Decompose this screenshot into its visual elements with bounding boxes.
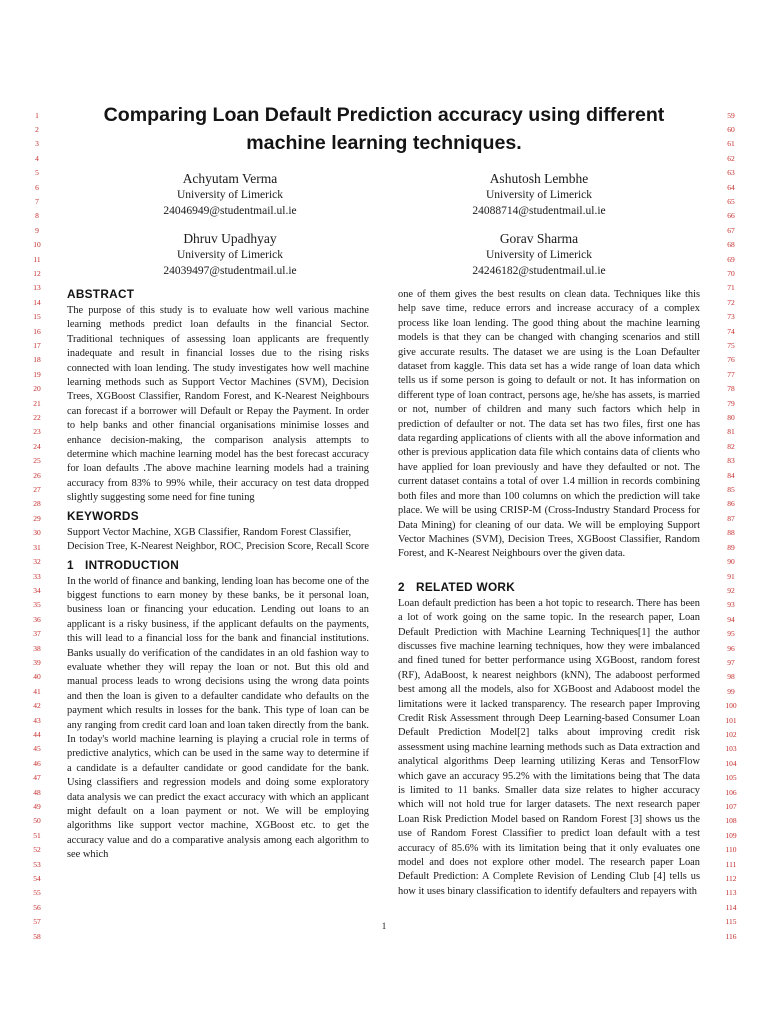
line-number: 54 <box>33 874 41 884</box>
line-number: 47 <box>33 773 41 783</box>
related-work-heading: 2 RELATED WORK <box>398 577 700 597</box>
line-number: 77 <box>727 369 735 379</box>
line-number: 4 <box>35 153 39 163</box>
abstract-text: The purpose of this study is to evaluate how well various machine learning methods predict loan defaults in the financial Sector. Traditional techniques of assessing loan applicants are frequently inadequate and result in financial losses due to the rising risks connected with loan lending. The study investigates how well machine learning methods such as Support Vector Machines (SVM), Decision Trees, XGBoost Classifier, Random Forest, and K-Nearest Neighbours can forecast if a borrower will Default or Repay the Payment. In order to help banks and other financial organisations minimise losses and enhance decision-making, the comparison analysis attempts to determine which machine learning model has the best forecast accuracy for loan defaults .The above machine learning models had a training accuracy from 83% to 99% while, their accuracy on test data dropped slightly suggesting some need for fine tuning <box>67 305 369 504</box>
line-number: 78 <box>727 384 735 394</box>
line-number: 53 <box>33 859 41 869</box>
line-number: 28 <box>33 499 41 509</box>
line-number: 50 <box>33 816 41 826</box>
line-number: 112 <box>725 874 737 884</box>
line-number: 34 <box>33 585 41 595</box>
line-number: 31 <box>33 542 41 552</box>
author-email: 24246182@studentmail.ul.ie <box>472 264 606 277</box>
line-number: 116 <box>725 931 737 941</box>
left-column <box>67 284 369 863</box>
line-number: 87 <box>727 513 735 523</box>
line-number: 8 <box>35 211 39 221</box>
line-number: 108 <box>725 816 737 826</box>
line-number: 113 <box>725 888 737 898</box>
line-number: 9 <box>35 225 39 235</box>
line-number: 86 <box>727 499 735 509</box>
keywords-text: Support Vector Machine, XGB Classifier, Random Forest Classifier, Decision Tree, K-Nearest Neighbor, ROC, Precision Score, Recall Score <box>67 526 369 553</box>
line-number: 115 <box>725 917 737 927</box>
line-number: 106 <box>725 787 737 797</box>
line-number: 98 <box>727 672 735 682</box>
line-number: 56 <box>33 902 41 912</box>
section-number: 1 <box>67 557 74 572</box>
line-number: 36 <box>33 614 41 624</box>
line-number: 81 <box>727 427 735 437</box>
author-block <box>409 230 669 279</box>
line-number: 2 <box>35 124 39 134</box>
author-name: Gorav Sharma <box>499 231 579 246</box>
line-number: 23 <box>33 427 41 437</box>
author-email: 24039497@studentmail.ul.ie <box>163 264 297 277</box>
line-number: 75 <box>727 341 735 350</box>
author-email: 24088714@studentmail.ul.ie <box>472 204 606 217</box>
line-number: 94 <box>727 614 735 624</box>
line-number: 44 <box>33 729 41 739</box>
line-number: 89 <box>727 542 735 552</box>
paper-title: Comparing Loan Default Prediction accuracy using different machine learning techniques. <box>103 104 665 154</box>
line-number: 110 <box>725 845 737 855</box>
line-number: 114 <box>725 902 737 912</box>
line-number: 76 <box>727 355 735 365</box>
author-affiliation: University of Limerick <box>485 189 593 201</box>
line-number: 96 <box>727 643 735 653</box>
line-number: 40 <box>33 672 41 682</box>
line-number: 84 <box>727 470 735 480</box>
line-number: 21 <box>33 398 41 408</box>
line-number: 64 <box>727 182 735 192</box>
author-name: Ashutosh Lembhe <box>489 171 589 186</box>
line-number: 79 <box>727 398 735 408</box>
line-number: 35 <box>33 600 41 610</box>
line-number: 7 <box>35 196 39 206</box>
line-number: 6 <box>35 182 39 192</box>
right-column <box>398 288 700 899</box>
line-number: 63 <box>727 168 735 178</box>
line-numbers-right <box>718 109 744 945</box>
line-number: 67 <box>727 225 735 235</box>
line-number: 17 <box>33 341 41 350</box>
line-number: 27 <box>33 485 41 495</box>
line-number: 55 <box>33 888 41 898</box>
line-number: 45 <box>33 744 41 754</box>
line-number: 92 <box>727 585 735 595</box>
line-number: 11 <box>33 254 41 264</box>
line-number: 70 <box>727 268 735 278</box>
line-number: 88 <box>727 528 735 538</box>
line-number: 61 <box>727 139 735 149</box>
line-number: 52 <box>33 845 41 855</box>
line-number: 22 <box>33 413 41 423</box>
line-number: 29 <box>33 513 41 523</box>
line-number: 73 <box>727 312 735 322</box>
line-number: 32 <box>33 557 41 567</box>
line-number: 82 <box>727 441 735 451</box>
line-number: 18 <box>33 355 41 365</box>
line-number: 102 <box>725 729 737 739</box>
line-number: 91 <box>727 571 735 581</box>
line-number: 71 <box>727 283 735 293</box>
line-number: 33 <box>33 571 41 581</box>
line-number: 95 <box>727 629 735 639</box>
author-block <box>409 170 669 219</box>
line-number: 109 <box>725 830 737 840</box>
line-number: 80 <box>727 413 735 423</box>
line-number: 15 <box>33 312 41 322</box>
line-number: 13 <box>33 283 41 293</box>
line-number: 97 <box>727 657 735 667</box>
line-number: 25 <box>33 456 41 466</box>
line-number: 26 <box>33 470 41 480</box>
line-number: 60 <box>727 124 735 134</box>
author-name: Achyutam Verma <box>182 171 278 186</box>
line-number: 14 <box>33 297 41 307</box>
line-number: 72 <box>727 297 735 307</box>
line-number: 46 <box>33 758 41 768</box>
line-number: 20 <box>33 384 41 394</box>
line-number: 48 <box>33 787 41 797</box>
line-number: 24 <box>33 441 41 451</box>
author-block <box>100 230 360 279</box>
author-affiliation: University of Limerick <box>176 249 284 261</box>
line-number: 65 <box>727 196 735 206</box>
line-number: 83 <box>727 456 735 466</box>
line-number: 41 <box>33 686 41 696</box>
line-number: 62 <box>727 153 735 163</box>
line-number: 111 <box>725 859 737 869</box>
line-number: 104 <box>725 758 737 768</box>
line-number: 105 <box>725 773 737 783</box>
author-affiliation: University of Limerick <box>485 249 593 261</box>
introduction-heading: 1 INTRODUCTION <box>67 555 369 575</box>
line-number: 19 <box>33 369 41 379</box>
line-number: 93 <box>727 600 735 610</box>
line-number: 43 <box>33 715 41 725</box>
page-number: 1 <box>381 921 387 931</box>
line-number: 68 <box>727 240 735 250</box>
line-number: 85 <box>727 485 735 495</box>
line-number: 37 <box>33 629 41 639</box>
line-number: 3 <box>35 139 39 149</box>
author-block <box>100 170 360 219</box>
line-number: 16 <box>33 326 41 336</box>
keywords-heading: KEYWORDS <box>67 508 139 523</box>
line-number: 5 <box>35 168 39 178</box>
line-number: 66 <box>727 211 735 221</box>
line-number: 38 <box>33 643 41 653</box>
line-numbers-left <box>24 109 50 945</box>
line-number: 90 <box>727 557 735 567</box>
author-affiliation: University of Limerick <box>176 189 284 201</box>
related-work-text: Loan default prediction has been a hot topic to research. There has been a lot of work going on the same topic. In the research paper, Loan Default Prediction with Machine Learning Techniques[1] the author discusses five machine learning techniques, how they were imbalanced and fined tuned for better performance using XGBoost, random forest (RF), AdaBoost, k nearest neighbors (kNN), The adaboost performed best among all the models, also for XGBoost and Adaboost model the limitations were it lacked transparency. The research paper Improving Credit Risk Assessment through Deep Learning-based Consumer Loan Default Prediction Model[2] talks about improving credit risk assessment using machine learning methods such as Data extraction and analytical algorithms Deep learning utilizing Keras and TensorFlow which gave an accuracy 95.2% with the limitations being that The data is limited to 11 banks. Smaller data size relates to higher accuracy which will not hold true for larger datasets. The next research paper Loan Risk Prediction Model based on Random Forest [3] shows us the use of Random Forest Classifier to predict loan default with a test accuracy of 85.6% with its limitation being that it only evaluates one model and does not explore other model. The research paper Loan Default Prediction: A Complete Revision of Lending Club [4] tells us how it uses binary classification to identify defaulters and repayers with <box>398 597 700 897</box>
line-number: 51 <box>33 830 41 840</box>
author-name: Dhruv Upadhyay <box>183 231 277 246</box>
line-number: 49 <box>33 802 41 811</box>
line-number: 10 <box>33 240 41 250</box>
line-number: 42 <box>33 701 41 711</box>
line-number: 107 <box>725 802 737 811</box>
line-number: 1 <box>35 110 39 120</box>
introduction-text: In the world of finance and banking, lending loan has become one of the biggest functions to earn money by these banks, be it personal loan, business loan or financing your education. Lending out loans to an applicant is a risky business, if the applicant defaults on the payments, this will lead to a financial loss for the bank and financial institutions. Banks usually do verification of the candidates in an old fashion way to evaluate whether they will repay the loan or not. But this old and manual process leads to wrong decisions using the wrong data points and then the loan is given to a defaulter candidate who defaults on the payment which results in losses for the bank. This type of loan can be any ranging from credit card loan and loan taken directly from the bank. In today's world machine learning is playing a crucial role in terms of predictive analytics, which can be used in the same way to determine if a candidate is a defaulter candidate or good candidate for the bank. Using classifiers and regression models and doing some exploratory data analysis we can predict the exact accuracy with which an applicant might default on a loan payment or not. We will be employing algorithms like support vector machine, XGBoost etc. to get the accuracy value and do a comparative analysis among each algorithm to see which <box>67 575 369 861</box>
line-number: 99 <box>727 686 735 696</box>
line-number: 12 <box>33 268 41 278</box>
line-number: 30 <box>33 528 41 538</box>
line-number: 103 <box>725 744 737 754</box>
line-number: 39 <box>33 657 41 667</box>
abstract-heading: ABSTRACT <box>67 287 135 301</box>
line-number: 57 <box>33 917 41 927</box>
line-number: 100 <box>725 701 737 711</box>
line-number: 69 <box>727 254 735 264</box>
section-number: 2 <box>398 579 405 594</box>
line-number: 74 <box>727 326 735 336</box>
line-number: 59 <box>727 110 735 120</box>
author-email: 24046949@studentmail.ul.ie <box>163 204 297 217</box>
line-number: 101 <box>725 715 737 725</box>
line-number: 58 <box>33 931 41 941</box>
introduction-continuation: one of them gives the best results on clean data. Techniques like this help save time, reduce errors and increase accuracy of a complex process like loan lending. The good thing about the machine learning models is that they can be changed with changing scenarios and still give accurate results. The dataset we are using is the Loan Defaulter dataset from kaggle. This data set has a wide range of loan data which tells us if some person is going to default or not. It has information on different type of loan contract, persons age, he/she has assets, is married or not, number of children and many such factors which help in prediction of defaulter or not. The data set has two files, first one has data regarding applications of clients with all the above information and other is previous application data file which contains data of clients who have applied for loan previously and have they defaulted or not. The current dataset contains a total of over 1.4 million in records combining both files and more than 100 columns on which the prediction will take place. We will be using CRISP-M (Cross-Industry Standard Process for Data Mining) for cleaning of our data. We will be employing Support Vector Machines (SVM), Decision Trees, XGBoost Classifier, Random Forest, and K-Nearest Neighbours over the given data. <box>398 289 700 560</box>
